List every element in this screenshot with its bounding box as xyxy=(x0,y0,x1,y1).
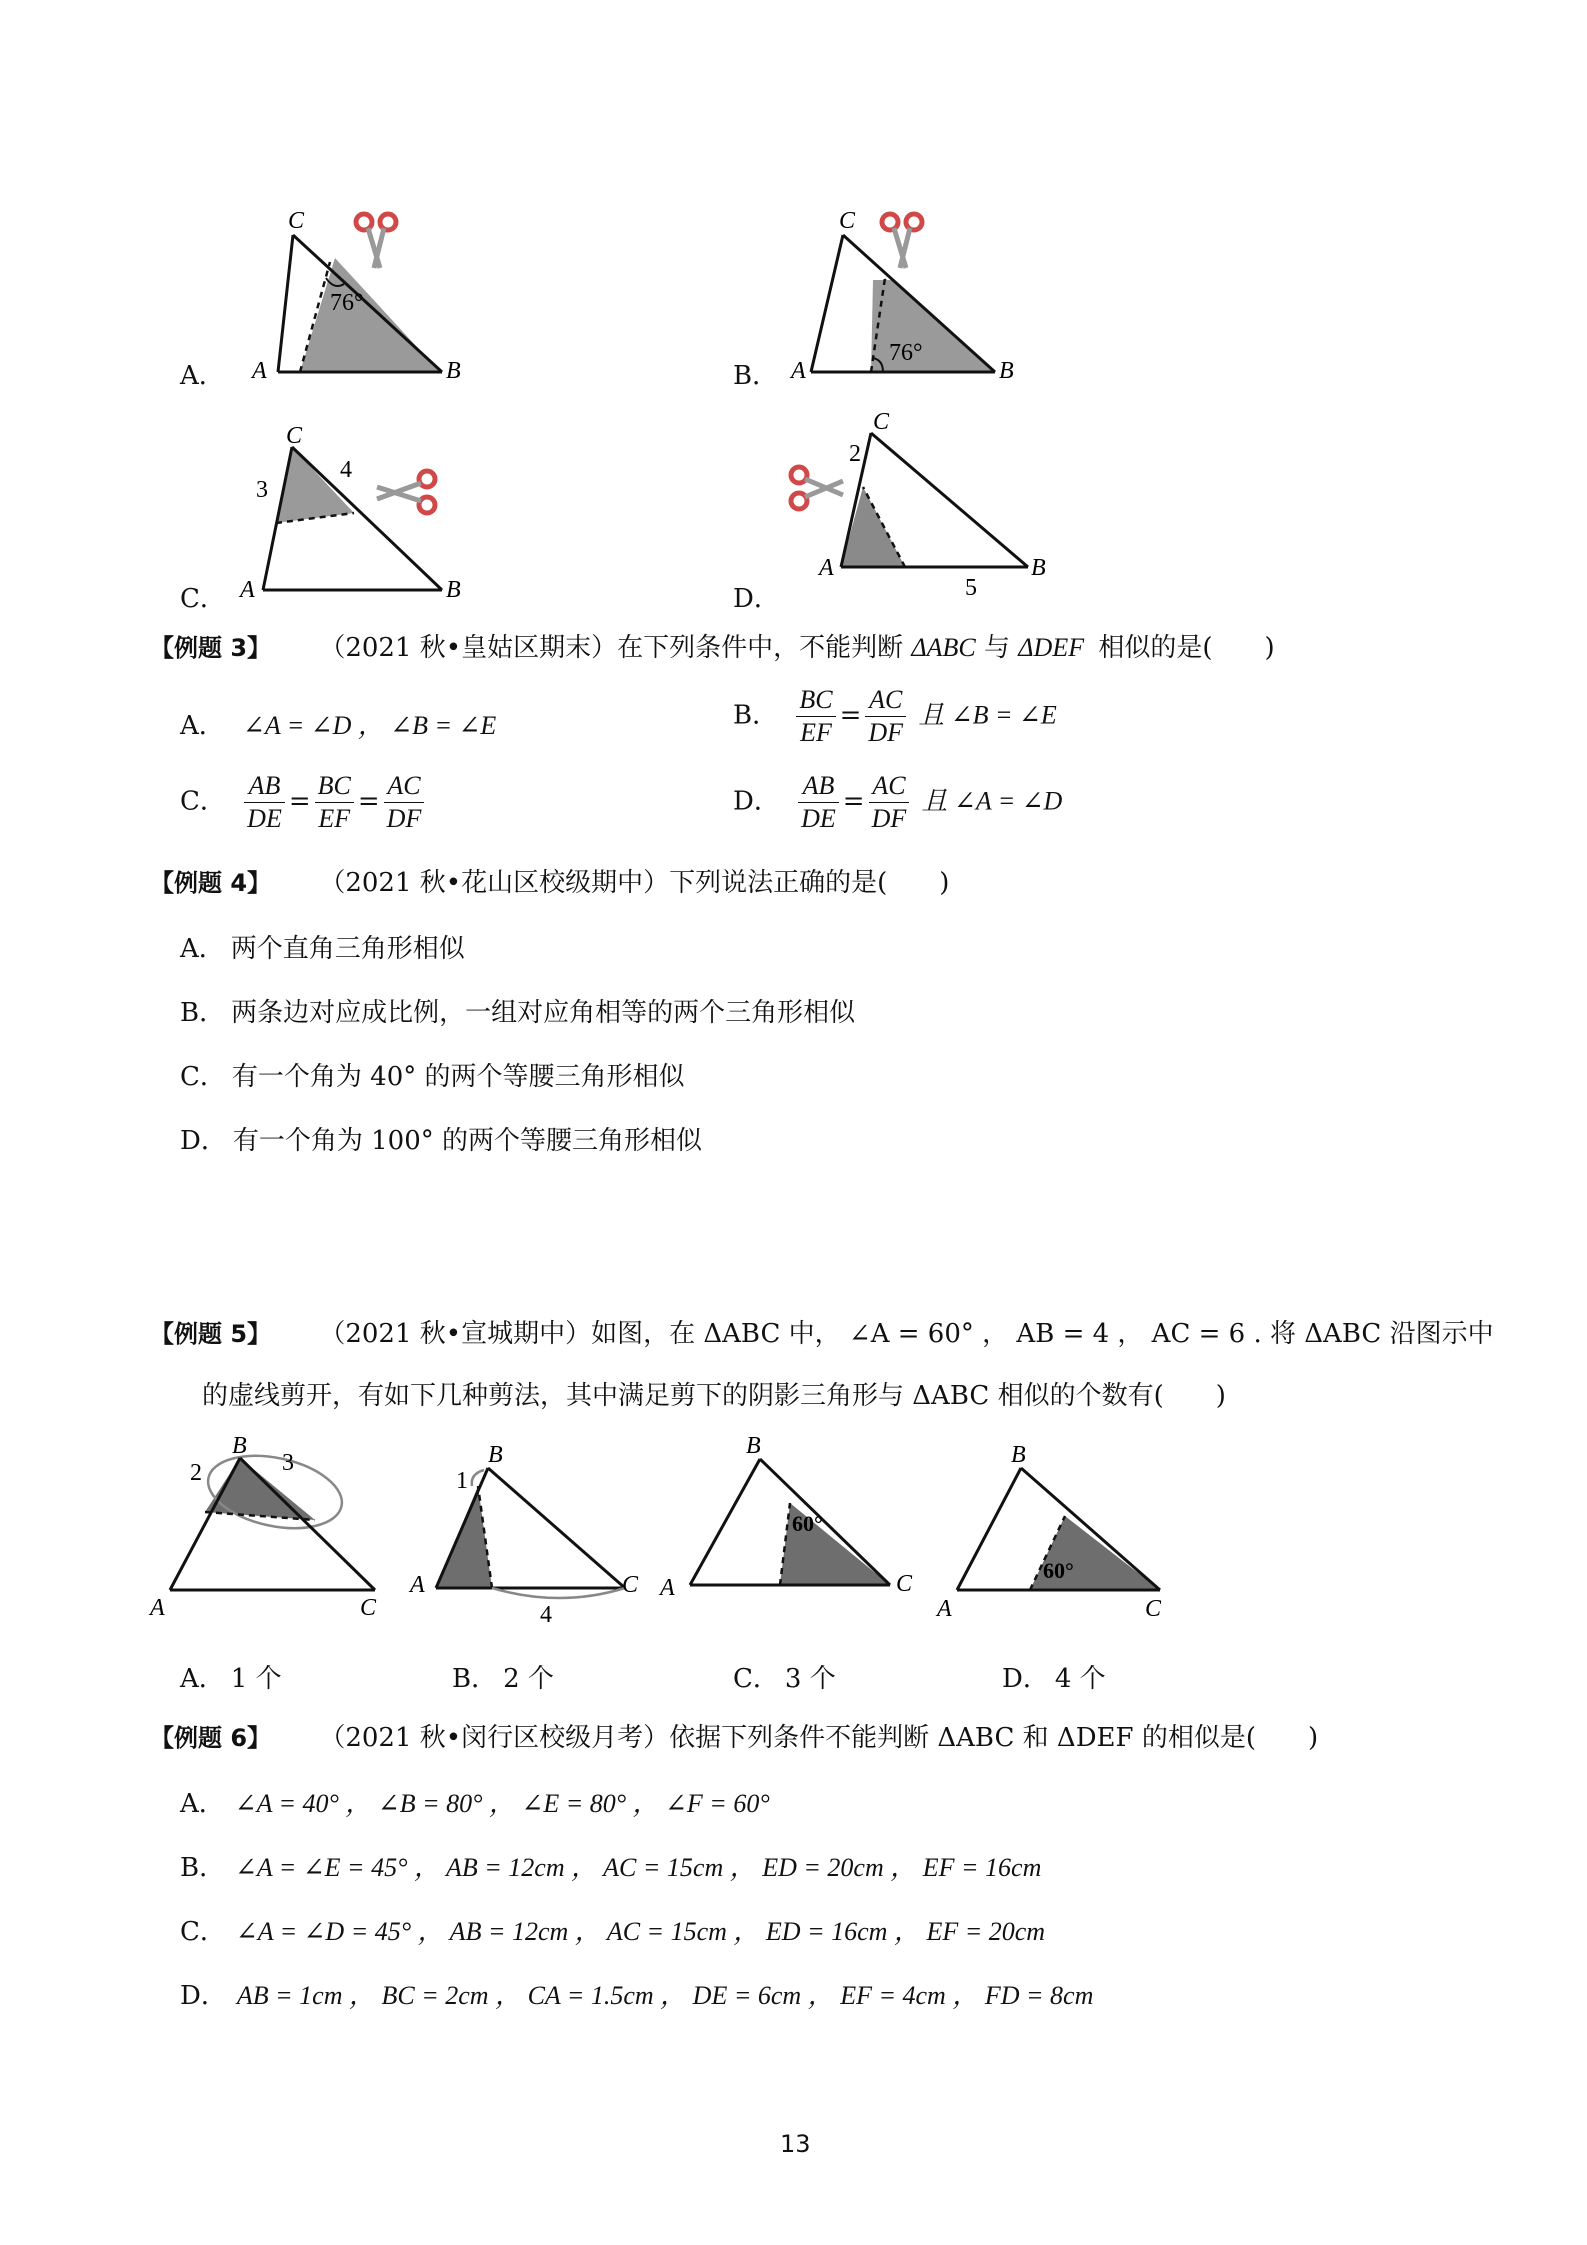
svg-text:C: C xyxy=(288,208,305,234)
svg-text:2: 2 xyxy=(190,1460,202,1486)
example-3-option-d: D． $\frac{AB}{DE}$ = $\frac{AC}{DF}$ 且 ∠A = ∠D xyxy=(733,771,1063,833)
example-6-option-c: C． ∠A = ∠D = 45° ， AB = 12cm ， AC = 15cm ， ED = 16cm ， EF = 20cm xyxy=(180,1917,1046,1947)
svg-text:C: C xyxy=(873,409,890,435)
svg-text:C: C xyxy=(622,1572,639,1598)
svg-text:5: 5 xyxy=(965,575,977,601)
svg-text:60°: 60° xyxy=(792,1511,823,1536)
svg-text:C: C xyxy=(896,1571,913,1597)
option-c-label: C． xyxy=(180,584,226,614)
svg-text:C: C xyxy=(839,208,856,234)
svg-text:A: A xyxy=(937,1596,952,1622)
option-d-label: D． xyxy=(733,584,780,614)
ex5-figure-3 xyxy=(660,1435,920,1615)
shaded-triangle xyxy=(205,1458,315,1520)
svg-text:B: B xyxy=(999,358,1014,384)
svg-text:B: B xyxy=(746,1433,761,1459)
svg-text:C: C xyxy=(1145,1596,1162,1622)
example-6-option-a: A． ∠A = 40° ， ∠B = 80° ， ∠E = 80° ， ∠F = 60° xyxy=(180,1789,770,1819)
svg-text:B: B xyxy=(1011,1442,1026,1468)
example-4-option-a: A． 两个直角三角形相似 xyxy=(180,934,465,964)
svg-text:A: A xyxy=(660,1575,675,1601)
example-3-option-c: C． $\frac{AB}{DE}$ = $\frac{BC}{EF}$ = $\frac{AC}{DF}$ xyxy=(180,770,428,835)
example-4-option-b: B． 两条边对应成比例，一组对应角相等的两个三角形相似 xyxy=(180,998,856,1028)
option-b-label: B． xyxy=(733,361,779,391)
example-4-option-c: C． 有一个角为 40° 的两个等腰三角形相似 xyxy=(180,1062,685,1092)
svg-text:C: C xyxy=(360,1595,377,1621)
example-3-option-b: B． $\frac{BC}{EF}$ = $\frac{AC}{DF}$ 且 ∠B = ∠E xyxy=(733,685,1057,747)
svg-text:4: 4 xyxy=(540,1602,552,1628)
example-5-heading: 【例题 5】 （2021 秋•宣城期中）如图，在 ΔABC 中， ∠A = 60° ， AB = 4 ， AC = 6 . 将 ΔABC 沿图示中 xyxy=(150,1319,1494,1349)
example-6-option-b: B． ∠A = ∠E = 45° ， AB = 12cm ， AC = 15cm ， ED = 20cm ， EF = 16cm xyxy=(180,1853,1042,1883)
example-5-option-b: B． 2 个 xyxy=(452,1664,554,1694)
figure-a xyxy=(230,200,490,385)
example-6-heading: 【例题 6】 （2021 秋•闵行区校级月考）依据下列条件不能判断 ΔABC 和 ΔDEF 的相似是( ) xyxy=(150,1723,1319,1753)
svg-text:A: A xyxy=(252,358,267,384)
svg-text:A: A xyxy=(240,577,255,603)
svg-text:60°: 60° xyxy=(1043,1558,1074,1583)
example-5-option-a: A． 1 个 xyxy=(180,1664,282,1694)
angle-label: 76° xyxy=(330,290,364,316)
svg-text:A: A xyxy=(819,555,834,581)
page-number: 13 xyxy=(780,2130,811,2158)
example-4-option-d: D． 有一个角为 100° 的两个等腰三角形相似 xyxy=(180,1126,703,1156)
angle-label: 76° xyxy=(889,340,923,366)
svg-text:3: 3 xyxy=(282,1450,294,1476)
svg-text:B: B xyxy=(1031,555,1046,581)
figure-b xyxy=(783,200,1043,385)
example-4-heading: 【例题 4】 （2021 秋•花山区校级期中）下列说法正确的是( ) xyxy=(150,868,950,898)
shaded-triangle xyxy=(436,1486,492,1588)
option-a-label: A． xyxy=(180,361,225,391)
ex5-figure-2 xyxy=(400,1440,650,1630)
svg-text:B: B xyxy=(446,577,461,603)
svg-text:B: B xyxy=(232,1433,247,1459)
example-5-line2: 的虚线剪开，有如下几种剪法，其中满足剪下的阴影三角形与 ΔABC 相似的个数有( ) xyxy=(202,1381,1226,1411)
svg-text:2: 2 xyxy=(849,441,861,467)
ex5-figure-1 xyxy=(150,1433,390,1621)
svg-text:1: 1 xyxy=(456,1468,468,1494)
svg-text:A: A xyxy=(150,1595,165,1621)
figure-d xyxy=(783,405,1053,605)
scissors-icon xyxy=(356,214,396,268)
svg-text:B: B xyxy=(488,1442,503,1468)
scissors-icon xyxy=(377,471,435,513)
svg-text:C: C xyxy=(286,423,303,449)
svg-text:4: 4 xyxy=(340,457,352,483)
scissors-icon xyxy=(882,214,922,268)
example-5-option-c: C． 3 个 xyxy=(733,1664,836,1694)
svg-text:B: B xyxy=(446,358,461,384)
example-5-option-d: D． 4 个 xyxy=(1002,1664,1106,1694)
example-3-heading: 【例题 3】 （2021 秋•皇姑区期末）在下列条件中，不能判断 ΔABC 与 ΔDEF 相似的是( ) xyxy=(150,633,1275,663)
example-6-option-d: D． AB = 1cm ， BC = 2cm ， CA = 1.5cm ， DE = 6cm ， EF = 4cm ， FD = 8cm xyxy=(180,1981,1094,2011)
shaded-triangle xyxy=(300,258,440,372)
svg-text:A: A xyxy=(410,1572,425,1598)
ex5-figure-4 xyxy=(925,1440,1185,1620)
svg-text:A: A xyxy=(791,358,806,384)
example-3-option-a: A． ∠A = ∠D ， ∠B = ∠E xyxy=(180,711,497,741)
figure-c xyxy=(230,425,490,605)
scissors-icon xyxy=(791,467,843,509)
svg-text:3: 3 xyxy=(256,477,268,503)
